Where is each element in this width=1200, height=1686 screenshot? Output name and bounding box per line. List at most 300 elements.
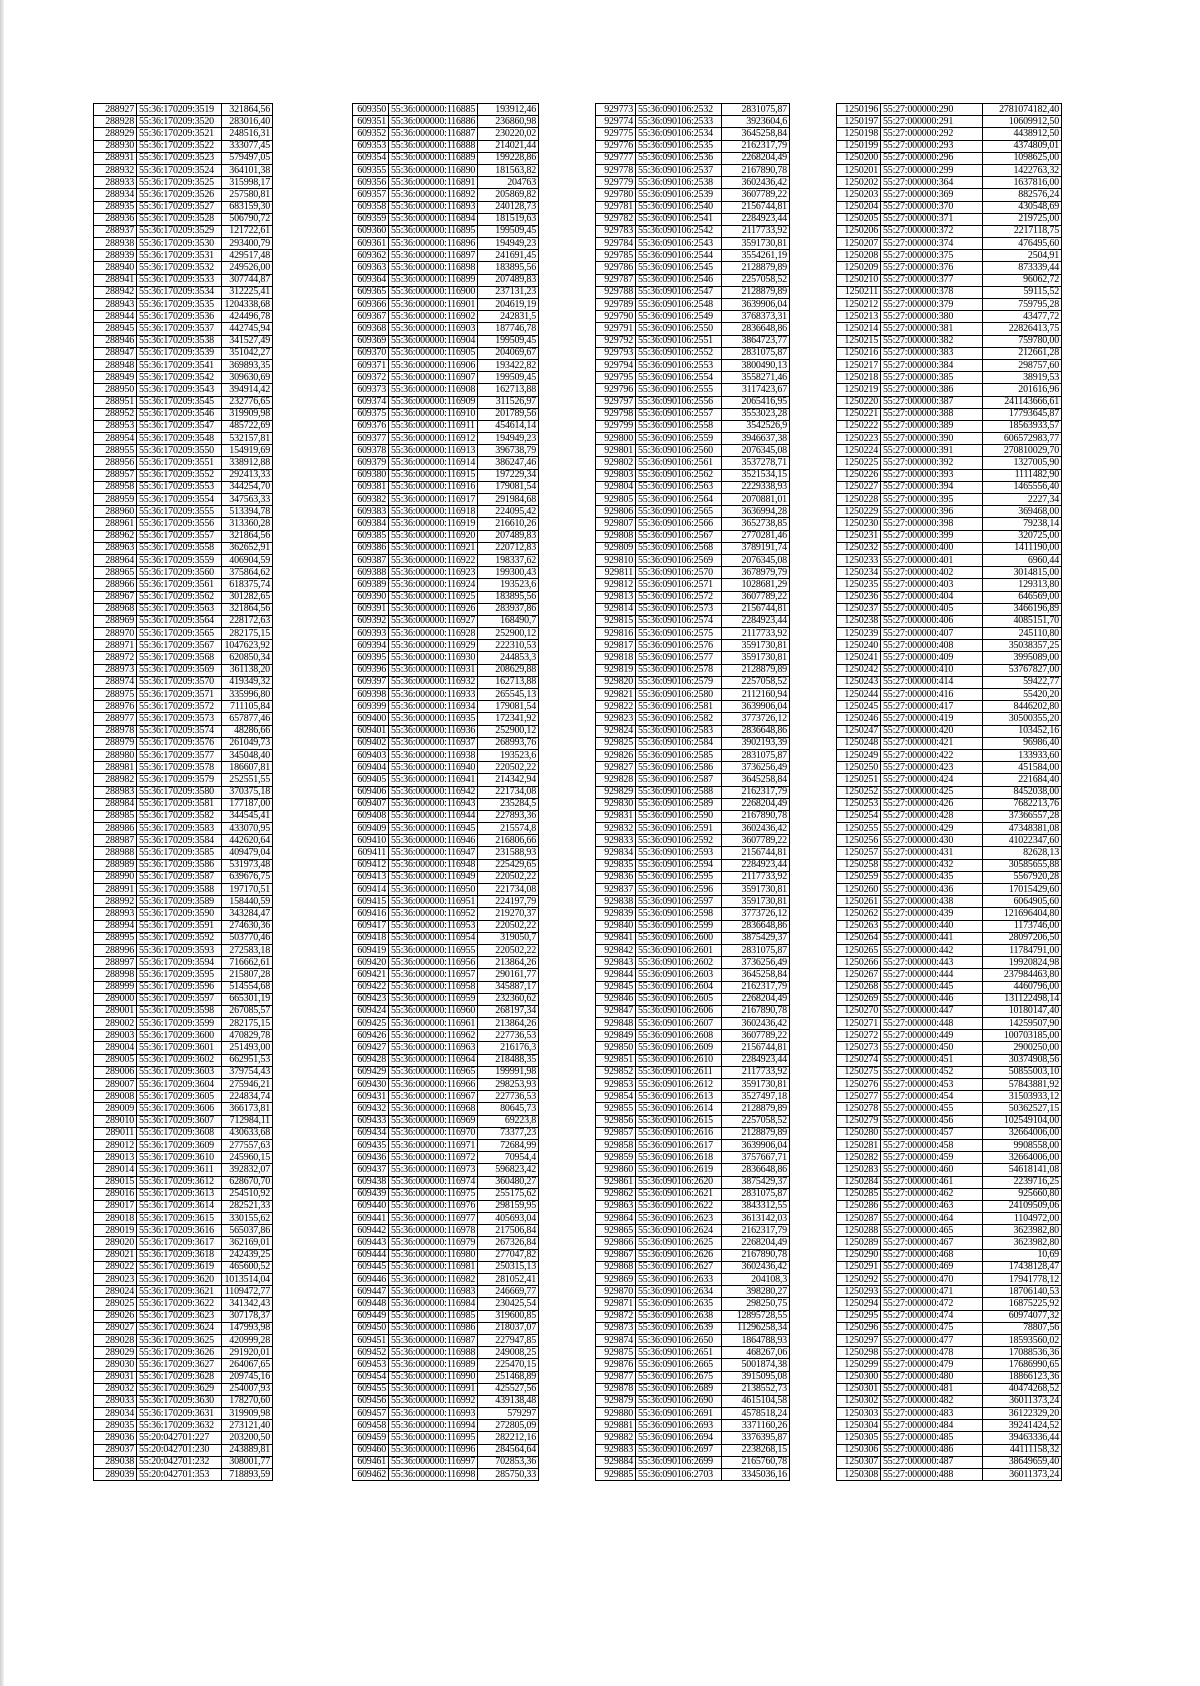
cadastral-value: 72684,99 — [478, 1139, 539, 1151]
table-row — [94, 798, 273, 810]
cadastral-number: 55:27:000000:432 — [881, 859, 983, 871]
row-number: 929808 — [596, 530, 636, 542]
cadastral-number: 55:27:000000:441 — [881, 932, 983, 944]
table-row — [596, 993, 790, 1005]
cadastral-number: 55:27:000000:423 — [881, 762, 983, 774]
cadastral-value: 565037,86 — [222, 1225, 273, 1237]
cadastral-number: 55:36:090106:2690 — [636, 1395, 722, 1407]
cadastral-value: 5567920,28 — [983, 871, 1062, 883]
cadastral-number: 55:36:000000:116915 — [389, 469, 478, 481]
cadastral-number: 55:36:000000:116990 — [389, 1371, 478, 1383]
cadastral-number: 55:36:170209:3626 — [137, 1347, 222, 1359]
row-number: 1250214 — [837, 323, 881, 335]
cadastral-value: 79238,14 — [983, 518, 1062, 530]
table-row — [353, 737, 539, 749]
cadastral-number: 55:36:090106:2600 — [636, 932, 722, 944]
cadastral-value: 78807,56 — [983, 1322, 1062, 1334]
cadastral-number: 55:36:170209:3529 — [137, 225, 222, 237]
cadastral-number: 55:36:000000:116933 — [389, 689, 478, 701]
cadastral-number: 55:36:090106:2540 — [636, 201, 722, 213]
table-row — [94, 104, 273, 116]
cadastral-value: 579497,05 — [222, 152, 273, 164]
row-number: 288946 — [94, 335, 137, 347]
cadastral-value: 264067,65 — [222, 1359, 273, 1371]
table-row — [596, 1018, 790, 1030]
table-row — [94, 591, 273, 603]
row-number: 609350 — [353, 104, 389, 116]
row-number: 929855 — [596, 1103, 636, 1115]
table-row — [353, 384, 539, 396]
table-row — [353, 262, 539, 274]
cadastral-value: 273121,40 — [222, 1420, 273, 1432]
cadastral-value: 1098625,00 — [983, 152, 1062, 164]
row-number: 929788 — [596, 286, 636, 298]
cadastral-value: 224095,42 — [478, 506, 539, 518]
cadastral-value: 341527,49 — [222, 335, 273, 347]
table-row — [353, 396, 539, 408]
cadastral-number: 55:36:090106:2587 — [636, 774, 722, 786]
cadastral-number: 55:36:000000:116926 — [389, 603, 478, 615]
cadastral-number: 55:27:000000:426 — [881, 798, 983, 810]
cadastral-number: 55:36:170209:3622 — [137, 1298, 222, 1310]
cadastral-number: 55:36:000000:116916 — [389, 481, 478, 493]
table-row — [596, 786, 790, 798]
table-row — [596, 128, 790, 140]
table-row — [353, 701, 539, 713]
row-number: 609448 — [353, 1298, 389, 1310]
row-number: 929801 — [596, 445, 636, 457]
cadastral-number: 55:36:170209:3543 — [137, 384, 222, 396]
table-row — [94, 1456, 273, 1468]
row-number: 609437 — [353, 1164, 389, 1176]
cadastral-number: 55:36:170209:3582 — [137, 810, 222, 822]
cadastral-number: 55:36:000000:116980 — [389, 1249, 478, 1261]
cadastral-number: 55:27:000000:467 — [881, 1237, 983, 1249]
cadastral-value: 237131,23 — [478, 286, 539, 298]
table-row — [94, 164, 273, 176]
cadastral-value: 282175,15 — [222, 1018, 273, 1030]
table-row — [94, 542, 273, 554]
cadastral-value: 347563,33 — [222, 494, 273, 506]
row-number: 929864 — [596, 1213, 636, 1225]
row-number: 288945 — [94, 323, 137, 335]
row-number: 1250241 — [837, 652, 881, 664]
cadastral-value: 80645,73 — [478, 1103, 539, 1115]
row-number: 288964 — [94, 554, 137, 566]
cadastral-value: 451584,00 — [983, 762, 1062, 774]
cadastral-number: 55:36:170209:3536 — [137, 311, 222, 323]
cadastral-value: 290161,77 — [478, 969, 539, 981]
cadastral-value: 3639906,04 — [722, 1139, 790, 1151]
row-number: 929859 — [596, 1152, 636, 1164]
cadastral-value: 2217118,75 — [983, 225, 1062, 237]
row-number: 609395 — [353, 652, 389, 664]
table-row — [353, 1152, 539, 1164]
cadastral-number: 55:36:170209:3579 — [137, 774, 222, 786]
row-number: 1250289 — [837, 1237, 881, 1249]
cadastral-number: 55:36:000000:116913 — [389, 445, 478, 457]
cadastral-value: 41022347,60 — [983, 835, 1062, 847]
row-number: 1250259 — [837, 871, 881, 883]
table-row — [596, 1469, 790, 1481]
cadastral-value: 2268204,49 — [722, 798, 790, 810]
table-row — [596, 1444, 790, 1456]
table-row — [837, 1127, 1062, 1139]
cadastral-number: 55:36:170209:3628 — [137, 1371, 222, 1383]
cadastral-value: 420999,28 — [222, 1334, 273, 1346]
table-row — [94, 1420, 273, 1432]
table-row — [353, 1237, 539, 1249]
cadastral-value: 2156744,81 — [722, 201, 790, 213]
cadastral-value: 2836648,86 — [722, 725, 790, 737]
cadastral-value: 251493,00 — [222, 1042, 273, 1054]
table-row — [837, 1225, 1062, 1237]
cadastral-value: 618375,74 — [222, 579, 273, 591]
table-row — [353, 201, 539, 213]
cadastral-number: 55:36:000000:116981 — [389, 1261, 478, 1273]
cadastral-number: 55:36:090106:2565 — [636, 506, 722, 518]
table-row — [596, 652, 790, 664]
table-row — [94, 433, 273, 445]
row-number: 289016 — [94, 1188, 137, 1200]
row-number: 929790 — [596, 311, 636, 323]
row-number: 288970 — [94, 628, 137, 640]
cadastral-value: 759780,00 — [983, 335, 1062, 347]
cadastral-number: 55:36:090106:2586 — [636, 762, 722, 774]
cadastral-number: 55:36:170209:3624 — [137, 1322, 222, 1334]
table-row — [94, 1261, 273, 1273]
row-number: 929778 — [596, 164, 636, 176]
row-number: 1250273 — [837, 1042, 881, 1054]
cadastral-number: 55:36:170209:3610 — [137, 1152, 222, 1164]
cadastral-value: 261049,73 — [222, 737, 273, 749]
cadastral-number: 55:36:090106:2582 — [636, 713, 722, 725]
cadastral-number: 55:27:000000:394 — [881, 481, 983, 493]
row-number: 289032 — [94, 1383, 137, 1395]
cadastral-number: 55:36:000000:116977 — [389, 1213, 478, 1225]
cadastral-number: 55:27:000000:377 — [881, 274, 983, 286]
cadastral-number: 55:27:000000:409 — [881, 652, 983, 664]
cadastral-value: 237984463,80 — [983, 969, 1062, 981]
cadastral-value: 283016,40 — [222, 116, 273, 128]
row-number: 1250294 — [837, 1298, 881, 1310]
cadastral-number: 55:27:000000:403 — [881, 579, 983, 591]
table-row — [837, 798, 1062, 810]
cadastral-number: 55:36:000000:116898 — [389, 262, 478, 274]
cadastral-number: 55:36:170209:3627 — [137, 1359, 222, 1371]
cadastral-number: 55:27:000000:468 — [881, 1249, 983, 1261]
cadastral-number: 55:36:000000:116932 — [389, 676, 478, 688]
table-row — [94, 859, 273, 871]
table-row — [94, 140, 273, 152]
cadastral-value: 532157,81 — [222, 433, 273, 445]
cadastral-value: 39241424,52 — [983, 1420, 1062, 1432]
table-row — [94, 481, 273, 493]
cadastral-number: 55:27:000000:447 — [881, 1005, 983, 1017]
row-number: 609434 — [353, 1127, 389, 1139]
cadastral-value: 375864,62 — [222, 567, 273, 579]
cadastral-number: 55:36:170209:3572 — [137, 701, 222, 713]
table-row — [353, 250, 539, 262]
row-number: 929779 — [596, 177, 636, 189]
cadastral-number: 55:27:000000:464 — [881, 1213, 983, 1225]
table-row — [94, 396, 273, 408]
cadastral-number: 55:36:090106:2633 — [636, 1274, 722, 1286]
cadastral-value: 2836648,86 — [722, 920, 790, 932]
row-number: 1250215 — [837, 335, 881, 347]
row-number: 1250223 — [837, 433, 881, 445]
table-row — [596, 384, 790, 396]
row-number: 289037 — [94, 1444, 137, 1456]
table-row — [596, 957, 790, 969]
cadastral-number: 55:36:000000:116912 — [389, 433, 478, 445]
cadastral-number: 55:27:000000:455 — [881, 1103, 983, 1115]
row-number: 289001 — [94, 1005, 137, 1017]
row-number: 1250222 — [837, 420, 881, 432]
cadastral-number: 55:27:000000:471 — [881, 1286, 983, 1298]
table-row — [353, 164, 539, 176]
cadastral-value: 319909,98 — [222, 408, 273, 420]
cadastral-value: 207489,83 — [478, 274, 539, 286]
row-number: 289005 — [94, 1054, 137, 1066]
cadastral-number: 55:20:042701:353 — [137, 1469, 222, 1481]
row-number: 929843 — [596, 957, 636, 969]
cadastral-number: 55:27:000000:398 — [881, 518, 983, 530]
cadastral-value: 2781074182,40 — [983, 104, 1062, 116]
cadastral-value: 3757667,71 — [722, 1152, 790, 1164]
cadastral-value: 2238268,15 — [722, 1444, 790, 1456]
table-row — [596, 689, 790, 701]
row-number: 1250250 — [837, 762, 881, 774]
row-number: 288935 — [94, 201, 137, 213]
row-number: 288994 — [94, 920, 137, 932]
table-row — [353, 445, 539, 457]
row-number: 1250284 — [837, 1176, 881, 1188]
cadastral-value: 468267,06 — [722, 1347, 790, 1359]
table-row — [94, 506, 273, 518]
row-number: 929773 — [596, 104, 636, 116]
row-number: 609426 — [353, 1030, 389, 1042]
table-row — [837, 1237, 1062, 1249]
row-number: 929854 — [596, 1091, 636, 1103]
row-number: 1250208 — [837, 250, 881, 262]
cadastral-number: 55:36:090106:2536 — [636, 152, 722, 164]
cadastral-value: 309630,69 — [222, 372, 273, 384]
table-row — [837, 810, 1062, 822]
table-row — [596, 225, 790, 237]
cadastral-number: 55:27:000000:469 — [881, 1261, 983, 1273]
cadastral-number: 55:36:090106:2591 — [636, 823, 722, 835]
cadastral-number: 55:36:090106:2689 — [636, 1383, 722, 1395]
cadastral-number: 55:27:000000:425 — [881, 786, 983, 798]
row-number: 1250267 — [837, 969, 881, 981]
cadastral-number: 55:36:090106:2578 — [636, 664, 722, 676]
cadastral-value: 225429,65 — [478, 859, 539, 871]
table-row — [353, 1249, 539, 1261]
table-row — [94, 701, 273, 713]
row-number: 609378 — [353, 445, 389, 457]
table-row — [837, 640, 1062, 652]
row-number: 609351 — [353, 116, 389, 128]
table-row — [353, 762, 539, 774]
row-number: 929775 — [596, 128, 636, 140]
table-row — [94, 359, 273, 371]
cadastral-value: 221684,40 — [983, 774, 1062, 786]
table-row — [353, 469, 539, 481]
table-row — [353, 920, 539, 932]
row-number: 609443 — [353, 1237, 389, 1249]
table-row — [837, 1042, 1062, 1054]
row-number: 929883 — [596, 1444, 636, 1456]
cadastral-value: 319909,98 — [222, 1408, 273, 1420]
cadastral-value: 470829,78 — [222, 1030, 273, 1042]
cadastral-value: 183895,56 — [478, 262, 539, 274]
cadastral-value: 351042,27 — [222, 347, 273, 359]
row-number: 609352 — [353, 128, 389, 140]
table-row — [596, 1371, 790, 1383]
row-number: 929789 — [596, 299, 636, 311]
table-row — [353, 567, 539, 579]
cadastral-value: 476495,60 — [983, 238, 1062, 250]
cadastral-value: 3639906,04 — [722, 299, 790, 311]
cadastral-value: 2284923,44 — [722, 1054, 790, 1066]
row-number: 289024 — [94, 1286, 137, 1298]
cadastral-value: 579297 — [478, 1408, 539, 1420]
table-row — [596, 335, 790, 347]
cadastral-value: 396738,79 — [478, 445, 539, 457]
table-row — [94, 1225, 273, 1237]
table-row — [596, 213, 790, 225]
cadastral-value: 2229338,93 — [722, 481, 790, 493]
cadastral-number: 55:36:090106:2693 — [636, 1420, 722, 1432]
row-number: 1250211 — [837, 286, 881, 298]
cadastral-value: 662951,53 — [222, 1054, 273, 1066]
cadastral-number: 55:36:090106:2548 — [636, 299, 722, 311]
table-row — [94, 201, 273, 213]
cadastral-number: 55:36:090106:2574 — [636, 615, 722, 627]
row-number: 288951 — [94, 396, 137, 408]
row-number: 1250297 — [837, 1334, 881, 1346]
row-number: 929882 — [596, 1432, 636, 1444]
cadastral-number: 55:36:090106:2552 — [636, 347, 722, 359]
table-row — [837, 713, 1062, 725]
cadastral-value: 227893,36 — [478, 810, 539, 822]
cadastral-value: 241691,45 — [478, 250, 539, 262]
table-row — [94, 311, 273, 323]
row-number: 288975 — [94, 689, 137, 701]
row-number: 288963 — [94, 542, 137, 554]
cadastral-number: 55:27:000000:460 — [881, 1164, 983, 1176]
table-row — [353, 810, 539, 822]
cadastral-value: 292413,33 — [222, 469, 273, 481]
cadastral-number: 55:36:090106:2601 — [636, 944, 722, 956]
cadastral-number: 55:27:000000:482 — [881, 1395, 983, 1407]
row-number: 929831 — [596, 810, 636, 822]
row-number: 1250220 — [837, 396, 881, 408]
cadastral-value: 220502,22 — [478, 762, 539, 774]
cadastral-value: 3843312,55 — [722, 1200, 790, 1212]
cadastral-value: 221734,08 — [478, 884, 539, 896]
row-number: 1250247 — [837, 725, 881, 737]
cadastral-number: 55:36:170209:3574 — [137, 725, 222, 737]
row-number: 1250227 — [837, 481, 881, 493]
cadastral-number: 55:27:000000:429 — [881, 823, 983, 835]
cadastral-number: 55:27:000000:396 — [881, 506, 983, 518]
row-number: 1250244 — [837, 689, 881, 701]
cadastral-number: 55:36:170209:3550 — [137, 445, 222, 457]
row-number: 609359 — [353, 213, 389, 225]
table-row — [837, 957, 1062, 969]
row-number: 609397 — [353, 676, 389, 688]
cadastral-number: 55:36:170209:3583 — [137, 823, 222, 835]
cadastral-number: 55:27:000000:439 — [881, 908, 983, 920]
table-row — [837, 1334, 1062, 1346]
cadastral-number: 55:36:170209:3632 — [137, 1420, 222, 1432]
cadastral-number: 55:27:000000:419 — [881, 713, 983, 725]
row-number: 609429 — [353, 1066, 389, 1078]
table-row — [837, 884, 1062, 896]
table-row — [596, 579, 790, 591]
table-row — [353, 993, 539, 1005]
cadastral-number: 55:36:090106:2562 — [636, 469, 722, 481]
cadastral-value: 121696404,80 — [983, 908, 1062, 920]
cadastral-number: 55:36:000000:116925 — [389, 591, 478, 603]
table-row — [596, 1432, 790, 1444]
row-number: 609421 — [353, 969, 389, 981]
cadastral-number: 55:36:000000:116887 — [389, 128, 478, 140]
table-row — [353, 579, 539, 591]
table-row — [596, 347, 790, 359]
cadastral-value: 16875225,92 — [983, 1298, 1062, 1310]
cadastral-value: 162713,88 — [478, 676, 539, 688]
table-row — [596, 1030, 790, 1042]
table-row — [94, 262, 273, 274]
table-row — [353, 1432, 539, 1444]
cadastral-number: 55:36:090106:2596 — [636, 884, 722, 896]
table-row — [837, 506, 1062, 518]
cadastral-value: 3602436,42 — [722, 1261, 790, 1273]
cadastral-number: 55:36:090106:2606 — [636, 1005, 722, 1017]
cadastral-value: 3607789,22 — [722, 1030, 790, 1042]
table-row — [596, 737, 790, 749]
cadastral-value: 882576,24 — [983, 189, 1062, 201]
cadastral-value: 216176,3 — [478, 1042, 539, 1054]
row-number: 1250281 — [837, 1139, 881, 1151]
row-number: 609456 — [353, 1395, 389, 1407]
row-number: 609392 — [353, 615, 389, 627]
row-number: 609396 — [353, 664, 389, 676]
row-number: 929812 — [596, 579, 636, 591]
cadastral-value: 22826413,75 — [983, 323, 1062, 335]
cadastral-value: 3636994,28 — [722, 506, 790, 518]
table-row — [94, 384, 273, 396]
cadastral-value: 17793645,87 — [983, 408, 1062, 420]
table-row — [596, 250, 790, 262]
cadastral-value: 4578518,24 — [722, 1408, 790, 1420]
cadastral-number: 55:36:000000:116891 — [389, 177, 478, 189]
row-number: 929796 — [596, 384, 636, 396]
cadastral-value: 225470,15 — [478, 1359, 539, 1371]
table-row — [596, 835, 790, 847]
row-number: 609461 — [353, 1456, 389, 1468]
table-row — [837, 481, 1062, 493]
registry-table-body — [94, 104, 273, 1481]
row-number: 1250307 — [837, 1456, 881, 1468]
table-row — [596, 164, 790, 176]
cadastral-value: 199228,86 — [478, 152, 539, 164]
cadastral-number: 55:27:000000:391 — [881, 445, 983, 457]
cadastral-value: 252900,12 — [478, 725, 539, 737]
